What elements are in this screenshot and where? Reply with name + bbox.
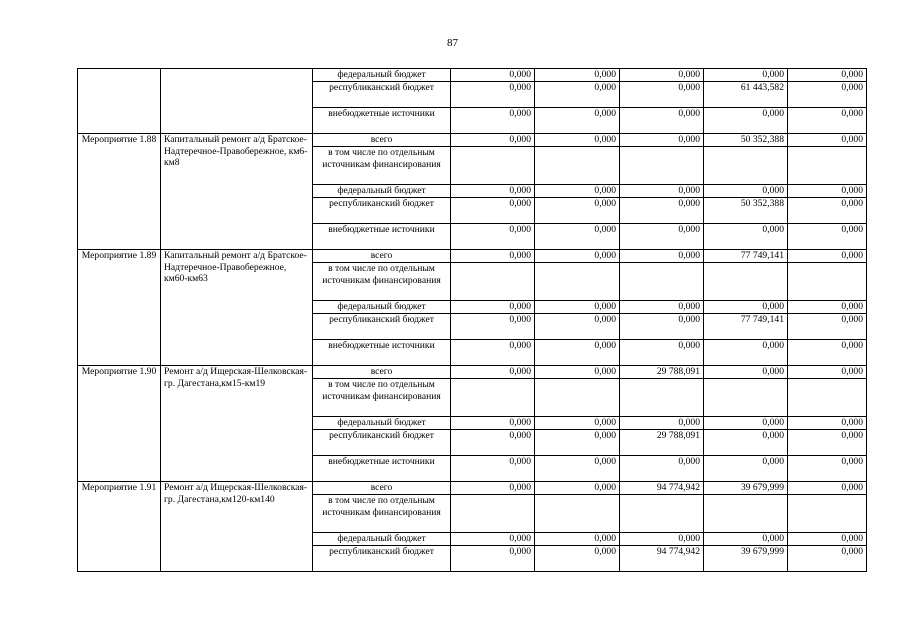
amount-cell: 0,000 [704,340,788,366]
amount-cell: 0,000 [451,546,535,572]
amount-cell: 0,000 [788,546,867,572]
amount-cell: 0,000 [788,82,867,108]
amount-cell: 0,000 [704,69,788,82]
funding-source-cell: всего [313,134,451,147]
funding-source-cell: федеральный бюджет [313,533,451,546]
amount-cell: 0,000 [451,134,535,147]
amount-cell: 0,000 [451,250,535,263]
amount-cell: 0,000 [788,185,867,198]
amount-cell: 0,000 [451,82,535,108]
amount-cell: 0,000 [704,185,788,198]
amount-cell [451,263,535,301]
activity-cell: Мероприятие 1.90 [78,366,161,482]
funding-source-cell: в том числе по отдельным источникам финансирования [313,263,451,301]
funding-source-cell: республиканский бюджет [313,82,451,108]
amount-cell: 29 788,091 [620,430,704,456]
amount-cell: 0,000 [704,301,788,314]
amount-cell [788,147,867,185]
amount-cell: 0,000 [451,366,535,379]
amount-cell: 0,000 [451,198,535,224]
amount-cell: 0,000 [620,134,704,147]
amount-cell [704,495,788,533]
amount-cell: 0,000 [535,185,620,198]
activity-name-cell: Ремонт а/д Ищерская-Шелковская-гр. Дагестана,км15-км19 [161,366,313,482]
amount-cell: 0,000 [451,185,535,198]
table-row [78,134,867,147]
amount-cell: 94 774,942 [620,546,704,572]
amount-cell: 0,000 [788,250,867,263]
amount-cell: 50 352,388 [704,134,788,147]
amount-cell: 0,000 [620,301,704,314]
amount-cell: 0,000 [620,224,704,250]
amount-cell: 0,000 [535,533,620,546]
activity-name-cell: Капитальный ремонт а/д Братское-Надтеречное-Правобережное, км6-км8 [161,134,313,250]
activity-cell: Мероприятие 1.88 [78,134,161,250]
amount-cell [620,495,704,533]
table-row [78,482,867,495]
amount-cell: 0,000 [704,430,788,456]
amount-cell [620,147,704,185]
amount-cell: 0,000 [535,430,620,456]
amount-cell: 0,000 [451,69,535,82]
amount-cell: 0,000 [535,82,620,108]
amount-cell: 0,000 [535,134,620,147]
amount-cell: 39 679,999 [704,546,788,572]
funding-source-cell: республиканский бюджет [313,546,451,572]
amount-cell [620,379,704,417]
amount-cell: 0,000 [788,198,867,224]
amount-cell [788,379,867,417]
funding-source-cell: в том числе по отдельным источникам финансирования [313,379,451,417]
amount-cell [535,495,620,533]
amount-cell: 0,000 [704,456,788,482]
amount-cell: 0,000 [704,224,788,250]
amount-cell: 0,000 [535,69,620,82]
amount-cell: 0,000 [704,533,788,546]
amount-cell [535,379,620,417]
amount-cell: 0,000 [704,108,788,134]
activity-cell: Мероприятие 1.89 [78,250,161,366]
amount-cell: 0,000 [451,456,535,482]
funding-source-cell: республиканский бюджет [313,198,451,224]
amount-cell: 0,000 [535,417,620,430]
amount-cell: 0,000 [535,366,620,379]
amount-cell: 29 788,091 [620,366,704,379]
amount-cell [704,147,788,185]
amount-cell: 0,000 [535,456,620,482]
amount-cell [451,379,535,417]
amount-cell: 0,000 [535,482,620,495]
amount-cell: 0,000 [788,224,867,250]
amount-cell [535,263,620,301]
amount-cell [704,263,788,301]
funding-source-cell: федеральный бюджет [313,69,451,82]
amount-cell: 0,000 [451,482,535,495]
table-row [78,366,867,379]
amount-cell: 0,000 [620,108,704,134]
amount-cell: 0,000 [788,533,867,546]
amount-cell: 0,000 [620,185,704,198]
amount-cell: 0,000 [451,430,535,456]
amount-cell: 0,000 [788,69,867,82]
funding-source-cell: внебюджетные источники [313,224,451,250]
amount-cell: 0,000 [620,533,704,546]
amount-cell [535,147,620,185]
amount-cell: 0,000 [620,456,704,482]
amount-cell [451,495,535,533]
amount-cell: 0,000 [451,417,535,430]
amount-cell: 0,000 [788,417,867,430]
activity-name-cell: Ремонт а/д Ищерская-Шелковская-гр. Дагестана,км120-км140 [161,482,313,572]
amount-cell: 0,000 [451,533,535,546]
funding-source-cell: внебюджетные источники [313,456,451,482]
amount-cell: 0,000 [788,134,867,147]
amount-cell: 0,000 [535,108,620,134]
table-row [78,69,867,82]
amount-cell: 0,000 [788,108,867,134]
amount-cell: 0,000 [620,314,704,340]
table-body [78,69,867,572]
amount-cell: 77 749,141 [704,314,788,340]
amount-cell: 0,000 [788,482,867,495]
amount-cell: 50 352,388 [704,198,788,224]
activity-name-cell [161,69,313,134]
amount-cell: 0,000 [788,314,867,340]
funding-source-cell: республиканский бюджет [313,314,451,340]
amount-cell: 0,000 [535,314,620,340]
amount-cell: 0,000 [535,340,620,366]
amount-cell: 0,000 [788,366,867,379]
amount-cell: 0,000 [620,340,704,366]
amount-cell: 0,000 [535,250,620,263]
amount-cell: 39 679,999 [704,482,788,495]
funding-source-cell: всего [313,482,451,495]
amount-cell [620,263,704,301]
amount-cell: 0,000 [620,417,704,430]
amount-cell: 0,000 [451,108,535,134]
amount-cell: 0,000 [535,198,620,224]
amount-cell [451,147,535,185]
amount-cell: 0,000 [788,430,867,456]
funding-source-cell: внебюджетные источники [313,108,451,134]
amount-cell: 0,000 [451,340,535,366]
activity-cell: Мероприятие 1.91 [78,482,161,572]
activity-cell [78,69,161,134]
funding-source-cell: республиканский бюджет [313,430,451,456]
amount-cell: 77 749,141 [704,250,788,263]
funding-source-cell: внебюджетные источники [313,340,451,366]
amount-cell: 61 443,582 [704,82,788,108]
activity-name-cell: Капитальный ремонт а/д Братское-Надтеречное-Правобережное, км60-км63 [161,250,313,366]
amount-cell [788,263,867,301]
amount-cell: 0,000 [535,224,620,250]
amount-cell: 0,000 [788,456,867,482]
amount-cell: 0,000 [451,224,535,250]
funding-table [77,68,867,572]
funding-source-cell: в том числе по отдельным источникам финансирования [313,495,451,533]
funding-source-cell: всего [313,250,451,263]
amount-cell: 94 774,942 [620,482,704,495]
page-number: 87 [447,37,458,49]
amount-cell: 0,000 [451,301,535,314]
amount-cell [704,379,788,417]
funding-source-cell: всего [313,366,451,379]
amount-cell: 0,000 [620,82,704,108]
amount-cell [788,495,867,533]
table-row [78,250,867,263]
amount-cell: 0,000 [788,301,867,314]
funding-source-cell: федеральный бюджет [313,185,451,198]
amount-cell: 0,000 [451,314,535,340]
amount-cell: 0,000 [620,69,704,82]
amount-cell: 0,000 [620,198,704,224]
amount-cell: 0,000 [535,546,620,572]
amount-cell: 0,000 [535,301,620,314]
amount-cell: 0,000 [620,250,704,263]
amount-cell: 0,000 [704,366,788,379]
funding-source-cell: федеральный бюджет [313,301,451,314]
amount-cell: 0,000 [788,340,867,366]
amount-cell: 0,000 [704,417,788,430]
funding-source-cell: в том числе по отдельным источникам финансирования [313,147,451,185]
funding-source-cell: федеральный бюджет [313,417,451,430]
